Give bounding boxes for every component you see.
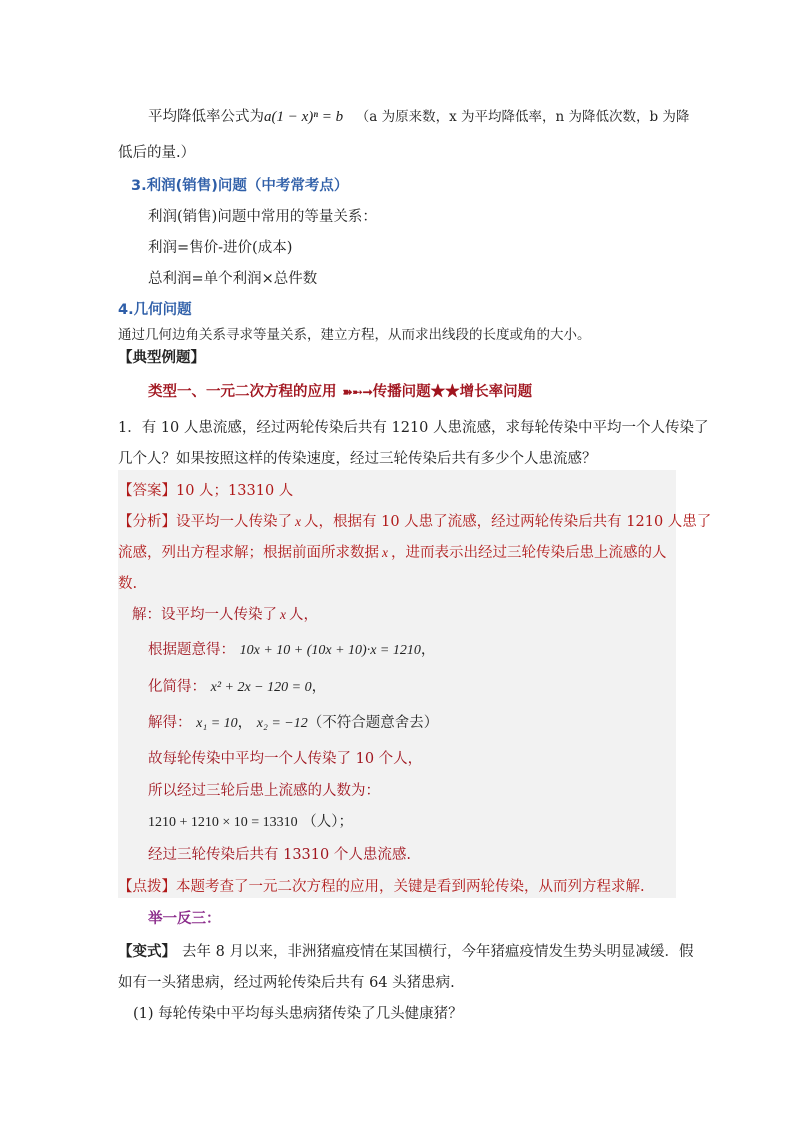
answer-value: 10 人；13310 人 <box>176 483 294 499</box>
formula: a(1 − x)ⁿ = b <box>264 109 344 125</box>
solution-intro <box>132 605 318 625</box>
formula-note: （a 为原来数，x 为平均降低率，n 为降低次数，b 为降 <box>355 109 690 125</box>
stars-icon: ★★ <box>430 383 460 400</box>
analysis-var-x-2: x <box>382 545 388 560</box>
solution-calc <box>148 812 353 833</box>
analysis-line2 <box>118 543 667 563</box>
variant-text-1: 去年 8 月以来，非洲猪瘟疫情在某国横行，今年猪瘟疫情发生势头明显减缓．假 <box>182 944 694 960</box>
problem1-line2: 几个人？如果按照这样的传染速度，经过三轮传染后共有多少个人患流感？ <box>118 451 597 467</box>
analysis-line3: 数. <box>118 576 138 592</box>
step2-equation: x² + 2x − 120 = 0 <box>210 680 312 695</box>
section4-text: 通过几何边角关系寻求等量关系，建立方程，从而求出线段的长度或角的大小。 <box>118 327 591 343</box>
solution-conclusion2: 所以经过三轮后患上流感的人数为： <box>148 783 380 799</box>
section3-line-3: 总利润=单个利润×总件数 <box>148 271 318 287</box>
step3-x1: x₁ = 10 <box>196 716 238 731</box>
variant-line2: 如有一头猪患病，经过两轮传染后共有 64 头猪患病. <box>118 975 455 991</box>
analysis-var-x: x <box>295 514 301 529</box>
section3-title: 3.利润(销售)问题（中考常考点） <box>131 178 349 194</box>
section3-line-1: 利润(销售)问题中常用的等量关系： <box>148 209 377 225</box>
analysis-text-1a: 设平均一人传染了 <box>176 514 292 530</box>
type-heading <box>148 382 532 402</box>
solution-var-x: x <box>280 607 286 622</box>
step3-note: （不符合题意舍去） <box>307 715 439 731</box>
variant-line1 <box>118 942 693 962</box>
analysis-line1 <box>118 512 711 532</box>
step3-label: 解得： <box>148 715 192 731</box>
section3-line-2: 利润=售价-进价(成本) <box>148 240 293 256</box>
formula-prefix: 平均降低率公式为 <box>148 109 264 125</box>
formula-note-cont: 低后的量.） <box>118 145 196 161</box>
variant-q1: (1) 每轮传染中平均每头患病猪传染了几头健康猪？ <box>133 1006 463 1022</box>
solution-step1: 根据题意得： 10x + 10 + (10x + 10)·x = 1210， <box>148 642 436 658</box>
formula-line <box>148 107 689 127</box>
type-heading-part1: 传播问题 <box>372 383 431 400</box>
solution-intro-a: 解：设平均一人传染了 <box>132 607 277 623</box>
solution-conclusion3: 经过三轮传染后共有 13310 个人患流感. <box>148 847 411 863</box>
step1-equation: 10x + 10 + (10x + 10)·x = 1210 <box>239 643 421 658</box>
type-heading-prefix: 类型一、一元二次方程的应用 <box>148 383 337 400</box>
solution-step2: 化简得： x² + 2x − 120 = 0， <box>148 679 327 695</box>
section4-title: 4.几何问题 <box>118 302 192 318</box>
type-heading-part2: 增长率问题 <box>459 383 533 400</box>
analysis-label: 【分析】 <box>118 514 176 530</box>
solution-intro-b: 人， <box>289 607 318 623</box>
analysis-text-2a: 流感，列出方程求解；根据前面所求数据 <box>118 545 379 561</box>
variant-label: 【变式】 <box>118 943 176 960</box>
step1-label: 根据题意得： <box>148 642 235 658</box>
step3-x2: x₂ = −12 <box>256 716 308 731</box>
analysis-text-2b: ，进而表示出经过三轮传染后患上流感的人 <box>391 545 667 561</box>
problem1-line1: 1．有 10 人患流感，经过两轮传染后共有 1210 人患流感，求每轮传染中平均一个人传染了 <box>118 420 709 436</box>
examples-header: 【典型例题】 <box>118 349 205 366</box>
solution-conclusion1: 故每轮传染中平均一个人传染了 10 个人， <box>148 751 423 767</box>
calc-unit: （人）； <box>302 814 354 830</box>
tip-label: 【点拨】 <box>118 879 176 895</box>
tip-line <box>118 877 645 897</box>
tip-text: 本题考查了一元二次方程的应用，关键是看到两轮传染，从而列方程求解. <box>176 879 645 895</box>
solution-step3: 解得： x₁ = 10， x₂ = −12（不符合题意舍去） <box>148 715 439 731</box>
practice-header: 举一反三： <box>148 910 221 927</box>
step2-label: 化简得： <box>148 679 206 695</box>
answer-line <box>118 481 293 501</box>
answer-label: 【答案】 <box>118 483 176 499</box>
calc-equation: 1210 + 1210 × 10 = 13310 <box>148 815 298 830</box>
analysis-text-1b: 人，根据有 10 人患了流感，经过两轮传染后共有 1210 人患了 <box>304 514 712 530</box>
arrows-icon: ➽➸➞ <box>342 385 373 399</box>
